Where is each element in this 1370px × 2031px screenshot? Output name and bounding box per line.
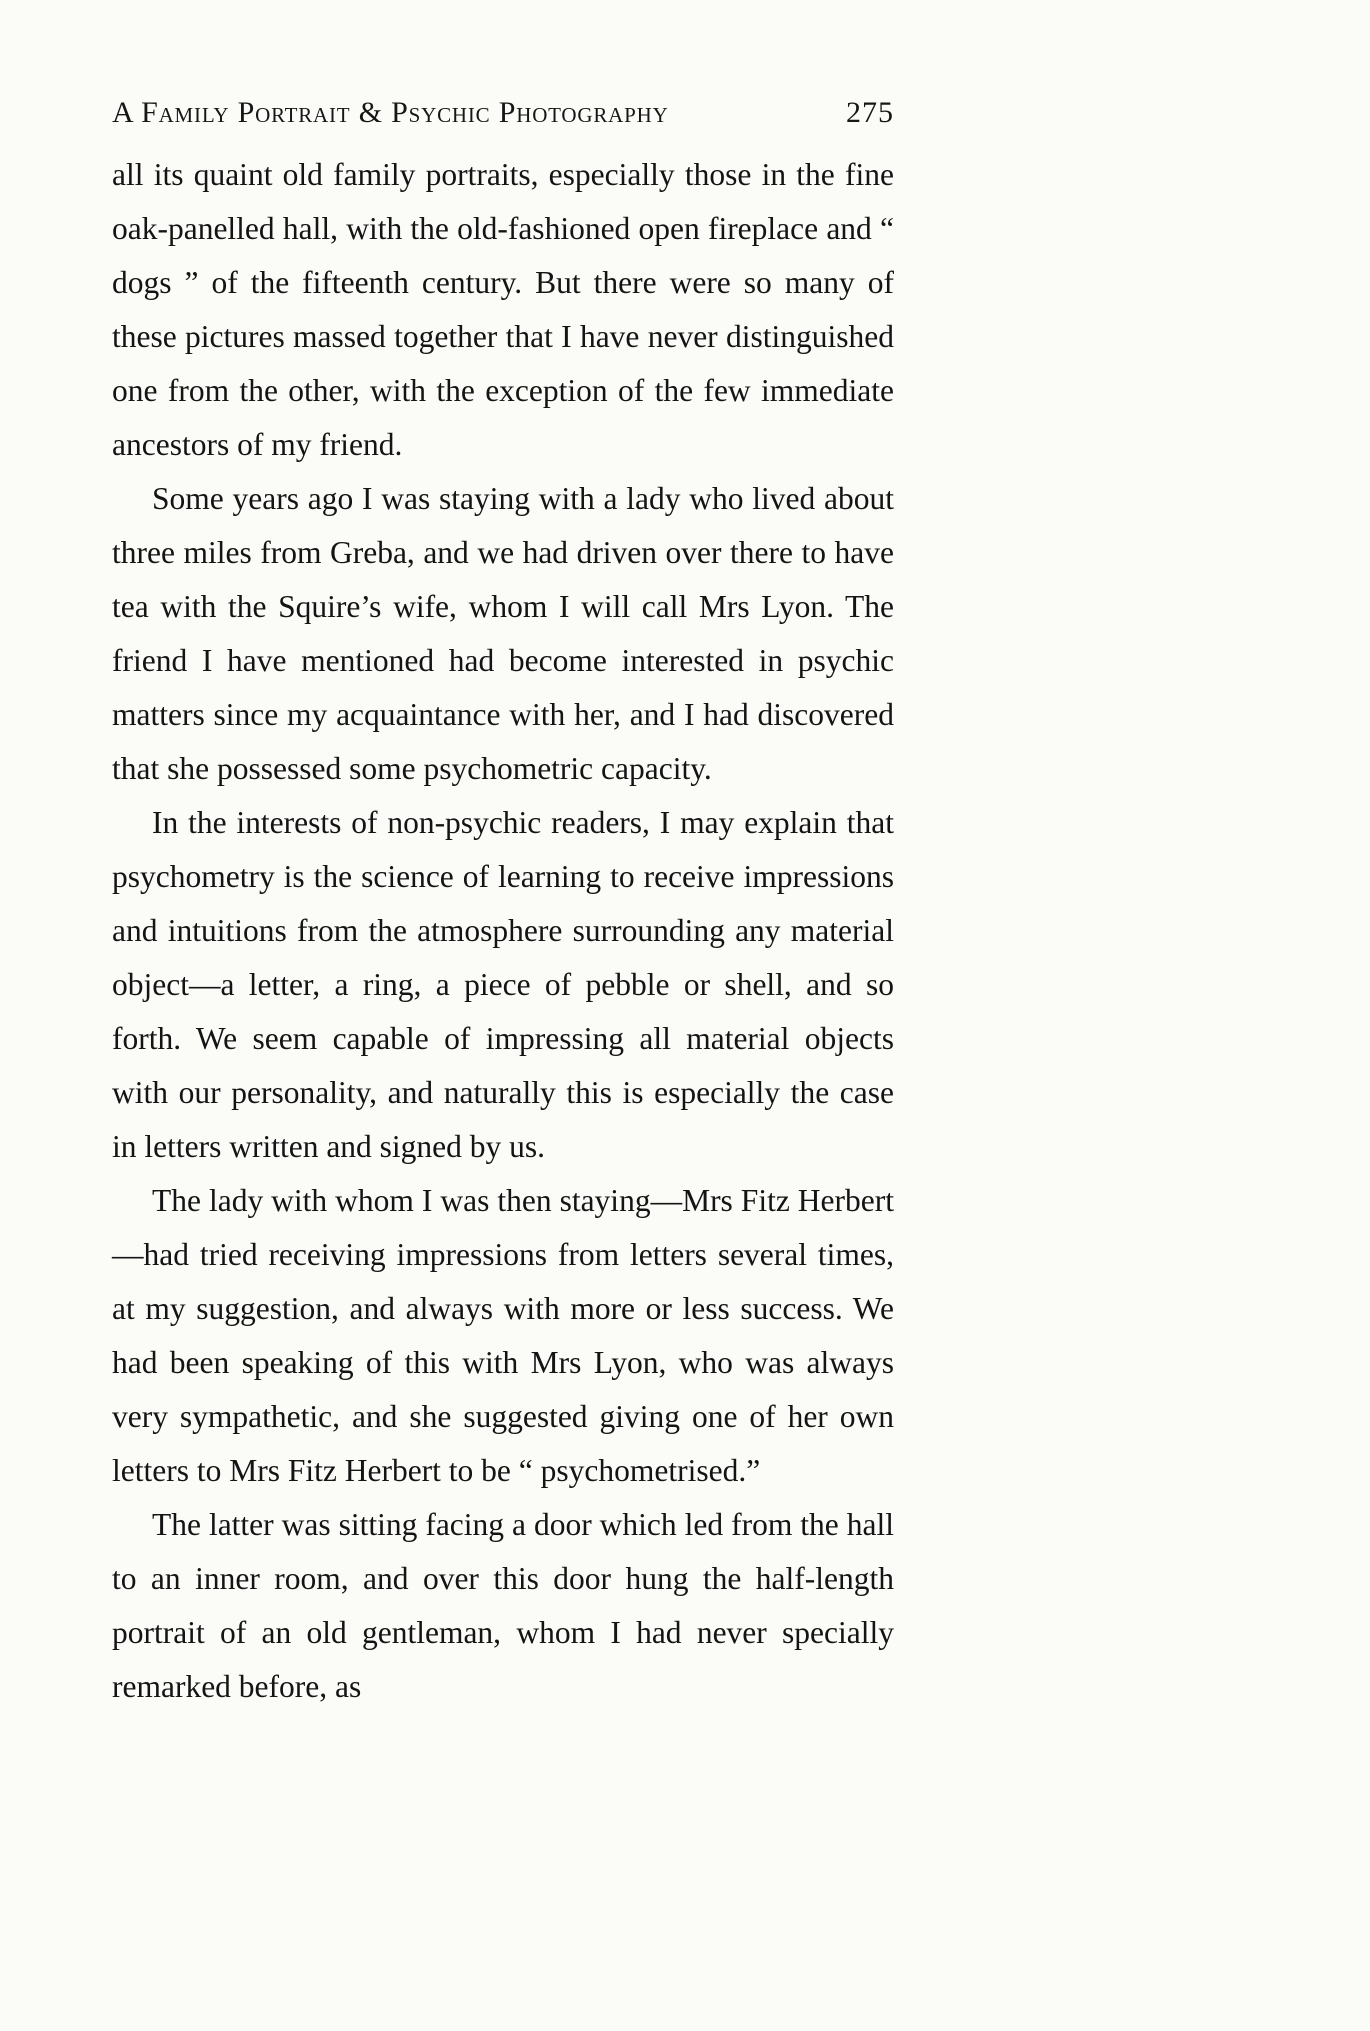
paragraph: The lady with whom I was then staying—Mrs Fitz Herbert—had tried receiving impressions from letters several times, at my suggestion, and always with more or less success. We had been speaking of this with Mrs Lyon, who was always very sympathetic, and she suggested giving one of her own letters to Mrs Fitz Herbert to be “ psychometrised.” (112, 1183, 894, 1488)
page-title: A Family Portrait & Psychic Photography (112, 96, 669, 129)
paragraph: In the interests of non-psychic readers, I may explain that psychometry is the science of learning to receive impressions and intuitions from the atmosphere surrounding any material object—a letter, a ring, a piece of pebble or shell, and so forth. We seem capable of impressing all material objects with our personality, and naturally this is especially the case in letters written and signed by us. (112, 805, 894, 1164)
paragraph: The latter was sitting facing a door which led from the hall to an inner room, and over this door hung the half-length portrait of an old gentleman, whom I had never specially remarked before, as (112, 1507, 894, 1704)
body-text (112, 148, 894, 1714)
text-block (112, 96, 894, 1714)
paragraph: all its quaint old family portraits, especially those in the fine oak-panelled hall, with the old-fashioned open fireplace and “ dogs ” of the fifteenth century. But there were so many of these pictures massed together that I have never distinguished one from the other, with the exception of the few immediate ancestors of my friend. (112, 157, 894, 462)
page-number: 275 (846, 96, 894, 129)
paragraph: Some years ago I was staying with a lady who lived about three miles from Greba, and we had driven over there to have tea with the Squire’s wife, whom I will call Mrs Lyon. The friend I have mentioned had become interested in psychic matters since my acquaintance with her, and I had discovered that she possessed some psychometric capacity. (112, 481, 894, 786)
page-header (112, 96, 894, 130)
